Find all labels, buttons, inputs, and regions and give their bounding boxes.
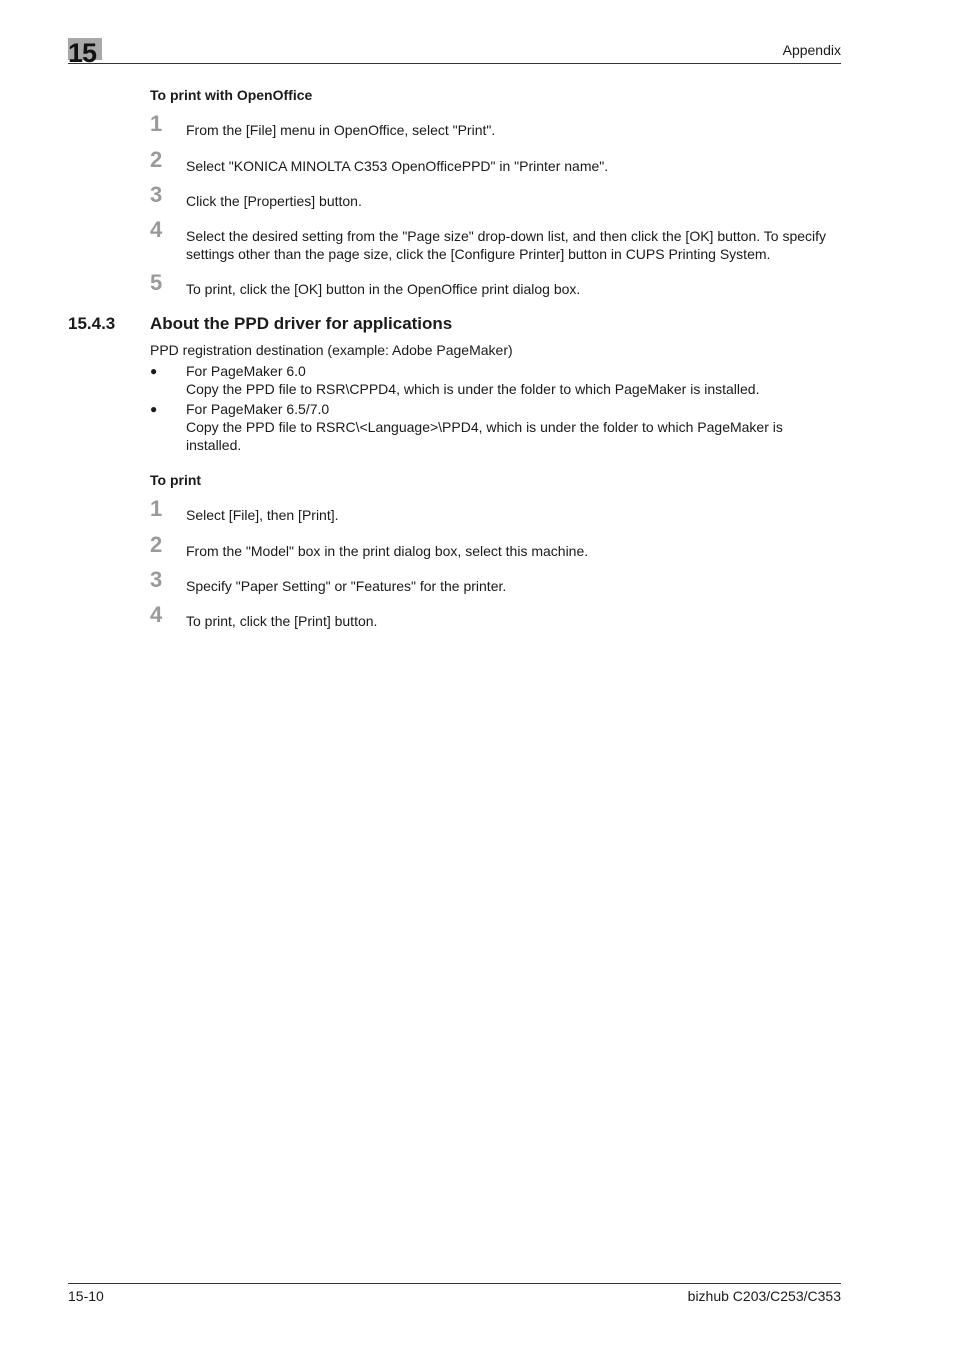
step-number: 5 [150, 270, 163, 295]
step-number: 3 [150, 182, 163, 207]
step-text: To print, click the [OK] button in the OpenOffice print dialog box. [186, 281, 581, 297]
step-number: 1 [150, 496, 163, 521]
step-text: From the "Model" box in the print dialog box, select this machine. [186, 543, 589, 559]
step-number: 2 [150, 532, 163, 557]
footer-divider [68, 1283, 841, 1284]
bullet-body: Copy the PPD file to RSR\CPPD4, which is under the folder to which PageMaker is installed. [186, 381, 760, 397]
step-number: 1 [150, 111, 163, 136]
step-text: Select [File], then [Print]. [186, 507, 339, 523]
bullet-marker: ● [150, 402, 158, 416]
section-title: About the PPD driver for applications [150, 314, 453, 333]
to-print-heading: To print [150, 472, 202, 488]
step-text: Select "KONICA MINOLTA C353 OpenOfficePPD" in "Printer name". [186, 158, 609, 174]
openoffice-heading: To print with OpenOffice [150, 87, 313, 103]
step-number: 2 [150, 147, 163, 172]
bullet-title: For PageMaker 6.0 [186, 363, 306, 379]
page-number: 15-10 [68, 1288, 104, 1304]
step-text: Click the [Properties] button. [186, 193, 362, 209]
section-intro: PPD registration destination (example: Adobe PageMaker) [150, 342, 513, 358]
step-number: 4 [150, 217, 163, 242]
step-text: Select the desired setting from the "Page size" drop-down list, and then click the [OK] button. To specify settings other than the page size, click the [Configure Printer] button in CUPS Printing System. [186, 228, 827, 262]
section-number: 15.4.3 [68, 314, 116, 333]
step-text: To print, click the [Print] button. [186, 613, 378, 629]
header-divider [68, 63, 841, 64]
chapter-number: 15 [68, 38, 97, 68]
product-model: bizhub C203/C253/C353 [687, 1288, 841, 1304]
step-number: 3 [150, 567, 163, 592]
bullet-title: For PageMaker 6.5/7.0 [186, 401, 330, 417]
bullet-body: Copy the PPD file to RSRC\<Language>\PPD4, which is under the folder to which PageMaker is installed. [186, 419, 783, 453]
step-text: From the [File] menu in OpenOffice, select "Print". [186, 122, 496, 138]
step-number: 4 [150, 602, 163, 627]
bullet-marker: ● [150, 364, 158, 378]
step-text: Specify "Paper Setting" or "Features" for the printer. [186, 578, 507, 594]
header-title: Appendix [782, 42, 841, 58]
